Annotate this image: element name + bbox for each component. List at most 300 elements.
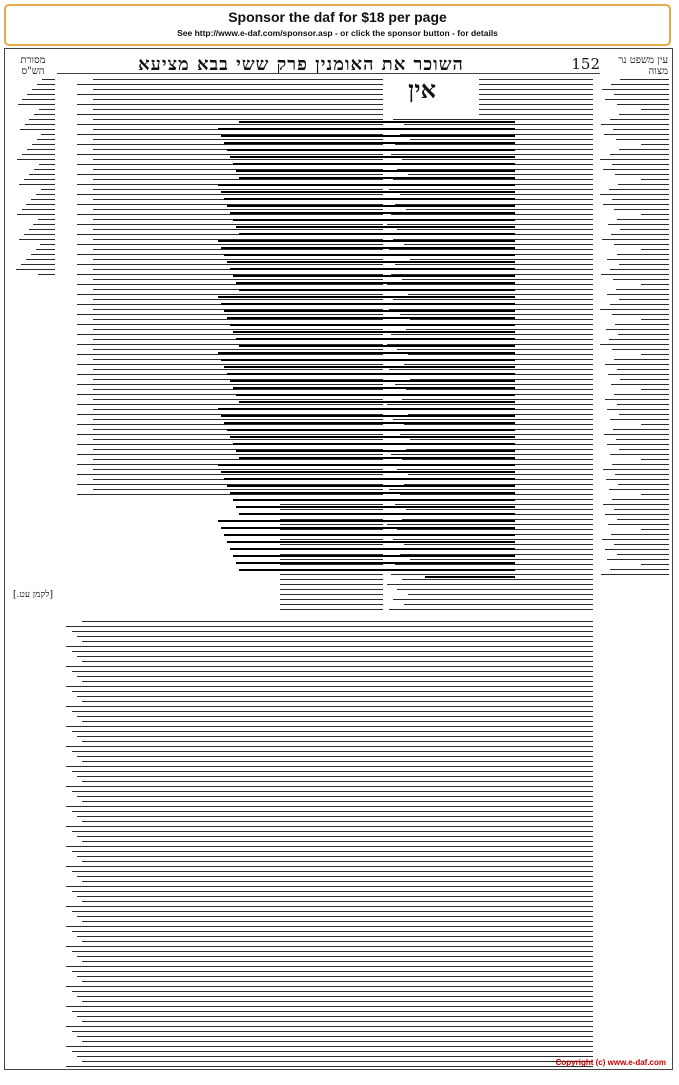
text-line xyxy=(641,144,669,145)
sponsor-banner[interactable] xyxy=(4,4,671,46)
gemara-line xyxy=(227,541,515,543)
gemara-line xyxy=(233,163,515,165)
text-line xyxy=(24,234,55,235)
text-line xyxy=(612,199,669,200)
text-line xyxy=(77,1016,593,1017)
text-line xyxy=(26,259,55,260)
text-line xyxy=(77,996,593,997)
gemara-line xyxy=(218,464,515,466)
text-line xyxy=(612,164,669,165)
text-line xyxy=(77,736,593,737)
gemara-line xyxy=(233,443,515,445)
text-line xyxy=(22,209,55,210)
gemara-line xyxy=(224,198,515,200)
text-line xyxy=(17,214,55,215)
text-line xyxy=(82,781,593,782)
text-line xyxy=(82,701,593,702)
text-line xyxy=(404,604,593,605)
gemara-line xyxy=(236,450,515,452)
text-line xyxy=(82,661,593,662)
text-line xyxy=(615,324,669,325)
text-line xyxy=(614,94,669,95)
text-line xyxy=(77,816,593,817)
header-rule xyxy=(57,73,600,74)
gemara-line xyxy=(221,135,515,137)
text-line xyxy=(641,319,669,320)
gemara-line xyxy=(239,233,515,235)
gemara-line xyxy=(239,513,515,515)
text-line xyxy=(617,254,670,255)
gemara-line xyxy=(224,142,515,144)
text-line xyxy=(77,1036,593,1037)
text-line xyxy=(82,681,593,682)
text-line xyxy=(280,604,383,605)
text-line xyxy=(72,1031,593,1032)
text-line xyxy=(66,806,593,807)
text-line xyxy=(77,956,593,957)
text-line xyxy=(280,584,383,585)
text-line xyxy=(77,896,593,897)
text-line xyxy=(20,129,55,130)
text-line xyxy=(40,244,55,245)
text-line xyxy=(32,89,55,90)
text-line xyxy=(77,656,593,657)
text-line xyxy=(72,1051,593,1052)
text-line xyxy=(93,79,383,80)
text-line xyxy=(66,646,593,647)
text-line xyxy=(82,741,593,742)
text-line xyxy=(641,284,669,285)
text-line xyxy=(66,626,593,627)
gemara-line xyxy=(239,121,515,123)
gemara-line xyxy=(236,394,515,396)
text-line xyxy=(607,259,669,260)
text-line xyxy=(619,264,669,265)
text-line xyxy=(66,846,593,847)
text-line xyxy=(610,419,669,420)
text-line xyxy=(31,254,55,255)
text-line xyxy=(33,224,55,225)
gemara-line xyxy=(236,338,515,340)
text-line xyxy=(72,831,593,832)
text-line xyxy=(66,826,593,827)
text-line xyxy=(82,1021,593,1022)
text-line xyxy=(605,549,669,550)
gemara-line xyxy=(224,254,515,256)
text-line xyxy=(611,534,669,535)
text-line xyxy=(66,1006,593,1007)
masoret-label: מסורת הש"ס xyxy=(20,55,46,77)
gemara-line xyxy=(221,527,515,529)
text-line xyxy=(280,589,383,590)
text-line xyxy=(82,961,593,962)
text-line xyxy=(613,279,669,280)
text-line xyxy=(605,514,669,515)
text-line xyxy=(387,584,593,585)
gemara-line xyxy=(224,422,515,424)
text-line xyxy=(641,249,669,250)
text-line xyxy=(608,524,669,525)
gemara-line xyxy=(221,303,515,305)
text-line xyxy=(27,94,55,95)
text-line xyxy=(609,489,669,490)
text-line xyxy=(39,109,55,110)
text-line xyxy=(610,269,669,270)
text-line xyxy=(72,711,593,712)
gemara-line xyxy=(230,212,515,214)
text-line xyxy=(77,94,383,95)
gemara-line xyxy=(218,296,515,298)
page-number: 152 xyxy=(571,55,600,73)
text-line xyxy=(641,564,669,565)
text-line xyxy=(66,966,593,967)
text-line xyxy=(617,554,670,555)
text-line xyxy=(607,444,669,445)
text-line xyxy=(21,264,55,265)
text-line xyxy=(37,84,55,85)
text-line xyxy=(66,686,593,687)
text-line xyxy=(77,776,593,777)
bottom-commentary xyxy=(61,621,593,1071)
text-line xyxy=(66,1046,593,1047)
text-line xyxy=(614,509,669,510)
text-line xyxy=(72,671,593,672)
text-line xyxy=(41,134,55,135)
text-line xyxy=(641,529,669,530)
gemara-line xyxy=(224,534,515,536)
text-line xyxy=(408,594,593,595)
text-line xyxy=(19,184,55,185)
gemara-line xyxy=(230,548,515,550)
gemara-line xyxy=(218,352,515,354)
text-line xyxy=(603,469,669,470)
text-line xyxy=(393,119,593,120)
copyright-notice[interactable]: Copyright (c) www.e-daf.com xyxy=(555,1058,666,1067)
text-line xyxy=(619,414,669,415)
text-line xyxy=(620,79,669,80)
text-line xyxy=(611,234,669,235)
text-line xyxy=(39,164,55,165)
text-line xyxy=(82,801,593,802)
opening-word: אין xyxy=(408,75,436,104)
text-line xyxy=(609,189,669,190)
gemara-line xyxy=(218,128,515,130)
text-line xyxy=(479,99,593,100)
text-line xyxy=(82,901,593,902)
text-line xyxy=(77,1056,593,1057)
text-line xyxy=(77,916,593,917)
text-line xyxy=(66,946,593,947)
text-line xyxy=(29,119,55,120)
text-line xyxy=(66,886,593,887)
gemara-line xyxy=(221,191,515,193)
text-line xyxy=(397,589,593,590)
gemara-line xyxy=(233,331,515,333)
text-line xyxy=(479,104,593,105)
text-line xyxy=(615,174,669,175)
text-line xyxy=(605,364,669,365)
text-line xyxy=(641,459,669,460)
text-line xyxy=(29,229,55,230)
text-line xyxy=(72,691,593,692)
text-line xyxy=(77,936,593,937)
text-line xyxy=(16,269,55,270)
text-line xyxy=(66,926,593,927)
gemara-line xyxy=(227,149,515,151)
text-line xyxy=(72,891,593,892)
text-line xyxy=(72,951,593,952)
text-line xyxy=(22,99,55,100)
text-line xyxy=(610,569,669,570)
text-line xyxy=(601,274,669,275)
gemara-line xyxy=(224,310,515,312)
text-line xyxy=(607,409,669,410)
text-line xyxy=(77,756,593,757)
text-line xyxy=(77,104,383,105)
text-line xyxy=(618,334,669,335)
text-line xyxy=(29,174,55,175)
text-line xyxy=(602,539,669,540)
text-line xyxy=(32,144,55,145)
sponsor-subtitle[interactable]: See http://www.e-daf.com/sponsor.asp - or click the sponsor button - for details xyxy=(177,28,498,38)
text-line xyxy=(82,881,593,882)
text-line xyxy=(600,194,669,195)
ein-mishpat-column xyxy=(599,79,669,579)
gemara-line xyxy=(236,170,515,172)
text-line xyxy=(34,169,55,170)
gemara-line xyxy=(230,156,515,158)
text-line xyxy=(72,851,593,852)
text-line xyxy=(280,609,383,610)
text-line xyxy=(603,169,669,170)
text-line xyxy=(617,219,669,220)
text-line xyxy=(82,941,593,942)
text-line xyxy=(280,599,383,600)
text-line xyxy=(611,84,669,85)
text-line xyxy=(600,344,669,345)
text-line xyxy=(614,394,669,395)
gemara-line xyxy=(227,373,515,375)
text-line xyxy=(36,249,55,250)
gemara-line xyxy=(218,520,515,522)
text-line xyxy=(609,339,669,340)
text-line xyxy=(617,404,670,405)
sponsor-title: Sponsor the daf for $18 per page xyxy=(228,9,447,25)
text-line xyxy=(82,761,593,762)
text-line xyxy=(479,94,593,95)
masoret-column xyxy=(11,79,55,279)
text-line xyxy=(641,214,669,215)
text-line xyxy=(605,99,669,100)
text-line xyxy=(66,726,593,727)
text-line xyxy=(77,796,593,797)
text-line xyxy=(82,861,593,862)
text-line xyxy=(616,289,669,290)
text-line xyxy=(26,204,55,205)
text-line xyxy=(66,1026,593,1027)
text-line xyxy=(66,666,593,667)
text-line xyxy=(72,731,593,732)
text-line xyxy=(72,991,593,992)
gemara-line xyxy=(239,401,515,403)
text-line xyxy=(607,294,669,295)
text-line xyxy=(601,124,669,125)
text-line xyxy=(479,89,593,90)
text-line xyxy=(82,641,593,642)
text-line xyxy=(641,389,669,390)
text-line xyxy=(620,229,669,230)
page-header xyxy=(5,53,672,75)
text-line xyxy=(19,239,55,240)
text-line xyxy=(619,149,669,150)
text-line xyxy=(77,836,593,837)
text-line xyxy=(72,911,593,912)
text-line xyxy=(77,636,593,637)
text-line xyxy=(72,931,593,932)
text-line xyxy=(24,179,55,180)
text-line xyxy=(602,89,669,90)
text-line xyxy=(617,104,670,105)
text-line xyxy=(82,921,593,922)
gemara-line xyxy=(221,415,515,417)
gemara-line xyxy=(236,282,515,284)
text-line xyxy=(610,119,669,120)
gemara-line xyxy=(230,324,515,326)
text-line xyxy=(603,504,670,505)
text-line xyxy=(280,594,383,595)
text-line xyxy=(25,124,55,125)
text-line xyxy=(616,439,669,440)
text-line xyxy=(66,866,593,867)
text-line xyxy=(610,454,670,455)
text-line xyxy=(72,751,593,752)
text-line xyxy=(619,114,669,115)
text-line xyxy=(72,971,593,972)
text-line xyxy=(82,1001,593,1002)
text-line xyxy=(612,349,669,350)
text-line xyxy=(72,791,593,792)
text-line xyxy=(614,544,669,545)
side-note: [לקמן עט.] xyxy=(13,590,53,600)
text-line xyxy=(612,464,669,465)
talmud-page xyxy=(4,48,673,1070)
text-line xyxy=(77,856,593,857)
text-line xyxy=(617,369,669,370)
text-line xyxy=(615,474,669,475)
gemara-line xyxy=(227,261,515,263)
text-line xyxy=(620,379,669,380)
text-line xyxy=(17,159,55,160)
text-line xyxy=(479,84,593,85)
text-line xyxy=(603,204,670,205)
text-line xyxy=(600,159,669,160)
gemara-line xyxy=(227,317,515,319)
running-head: השוכר את האומנין פרק ששי בבא מציעא xyxy=(138,54,464,75)
text-line xyxy=(600,309,669,310)
gemara-line xyxy=(224,478,515,480)
text-line xyxy=(66,746,593,747)
gemara-line xyxy=(236,506,515,508)
text-line xyxy=(82,981,593,982)
gemara-line xyxy=(233,499,515,501)
text-line xyxy=(613,129,669,130)
text-line xyxy=(82,821,593,822)
text-line xyxy=(38,219,55,220)
gemara-line xyxy=(221,247,515,249)
text-line xyxy=(641,109,669,110)
text-line xyxy=(605,399,669,400)
text-line xyxy=(36,194,55,195)
text-line xyxy=(393,599,593,600)
text-line xyxy=(389,609,593,610)
text-line xyxy=(66,786,593,787)
gemara-line xyxy=(230,268,515,270)
text-line xyxy=(72,811,593,812)
text-line xyxy=(37,139,55,140)
text-line xyxy=(77,696,593,697)
text-line xyxy=(613,429,669,430)
text-line xyxy=(72,651,593,652)
gemara-text-block xyxy=(215,121,515,583)
text-line xyxy=(18,104,55,105)
gemara-line xyxy=(425,576,515,578)
gemara-line xyxy=(236,226,515,228)
text-line xyxy=(66,1066,593,1067)
text-line xyxy=(608,374,669,375)
gemara-line xyxy=(233,555,515,557)
text-line xyxy=(641,179,669,180)
gemara-line xyxy=(239,569,515,571)
text-line xyxy=(82,841,593,842)
gemara-line xyxy=(230,380,515,382)
text-line xyxy=(77,716,593,717)
text-line xyxy=(619,299,669,300)
text-line xyxy=(641,354,669,355)
gemara-line xyxy=(233,387,515,389)
gemara-line xyxy=(233,275,515,277)
text-line xyxy=(93,99,383,100)
text-line xyxy=(72,631,593,632)
text-line xyxy=(614,359,669,360)
text-line xyxy=(479,114,593,115)
text-line xyxy=(82,1041,593,1042)
text-line xyxy=(614,244,669,245)
gemara-line xyxy=(239,345,515,347)
text-line xyxy=(77,114,383,115)
gemara-line xyxy=(218,408,515,410)
text-line xyxy=(22,154,55,155)
gemara-line xyxy=(236,562,515,564)
text-line xyxy=(34,114,55,115)
text-line xyxy=(479,109,593,110)
text-line xyxy=(66,706,593,707)
text-line xyxy=(618,484,669,485)
ein-mishpat-label: עין משפט נר מצוה xyxy=(618,55,668,77)
text-line xyxy=(606,329,669,330)
text-line xyxy=(82,1061,593,1062)
text-line xyxy=(77,84,383,85)
text-line xyxy=(72,771,593,772)
text-line xyxy=(612,499,669,500)
gemara-line xyxy=(218,184,515,186)
text-line xyxy=(479,79,593,80)
text-line xyxy=(72,871,593,872)
text-line xyxy=(610,304,670,305)
text-line xyxy=(66,766,593,767)
text-line xyxy=(641,494,669,495)
text-line xyxy=(42,79,55,80)
text-line xyxy=(27,149,55,150)
